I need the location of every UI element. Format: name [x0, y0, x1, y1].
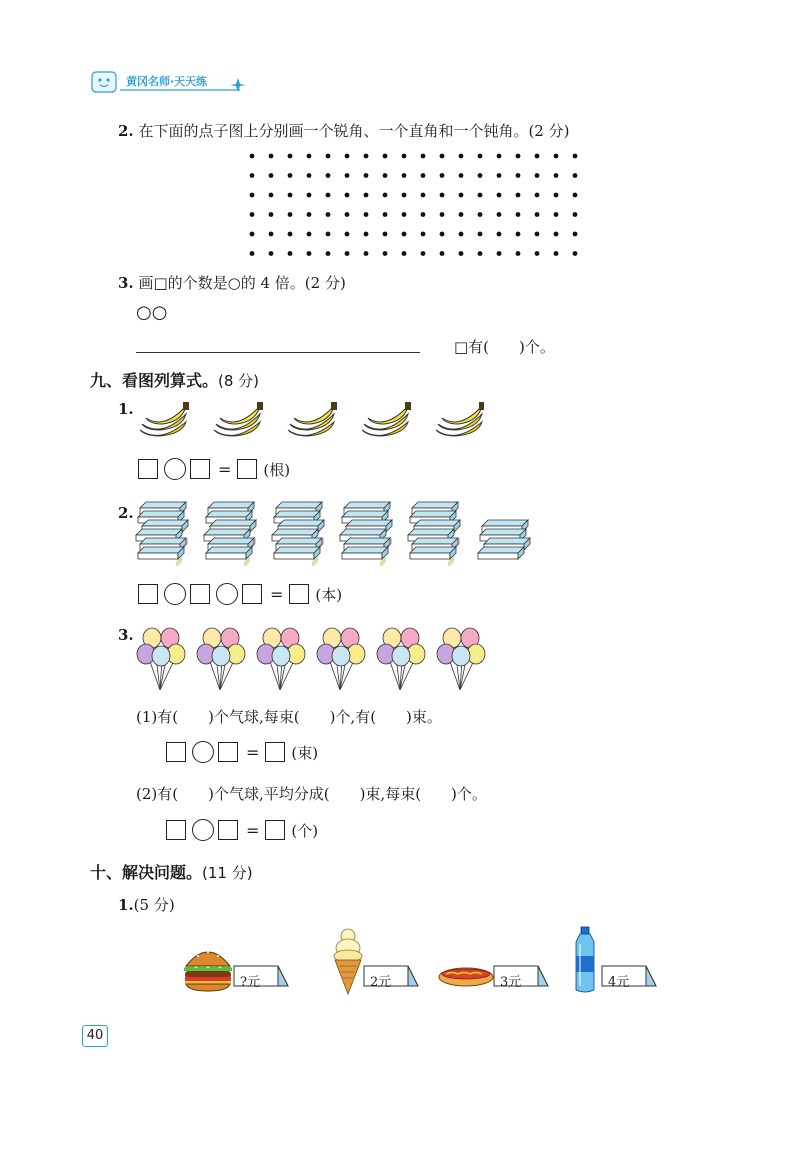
grid-dot	[516, 251, 521, 256]
equals-sign: =	[218, 459, 232, 479]
grid-dot	[421, 212, 426, 217]
grid-dot	[478, 251, 483, 256]
equation-row	[166, 741, 318, 763]
grid-dot	[478, 193, 483, 198]
grid-dot	[364, 212, 369, 217]
grid-dot	[269, 251, 274, 256]
book-stack	[408, 502, 460, 566]
grid-dot	[554, 232, 559, 237]
question-number: 3.	[118, 274, 134, 292]
grid-dot	[307, 193, 312, 198]
drawing-line[interactable]	[136, 352, 420, 353]
grid-dot	[288, 173, 293, 178]
grid-dot	[364, 193, 369, 198]
equation-row	[166, 819, 318, 841]
banana-bunch	[362, 402, 411, 436]
question-number: 1.	[118, 400, 134, 418]
grid-dot	[421, 232, 426, 237]
grid-dot	[383, 173, 388, 178]
equation-row	[138, 583, 342, 605]
grid-dot	[383, 212, 388, 217]
grid-dot	[288, 193, 293, 198]
grid-dot	[307, 251, 312, 256]
grid-dot	[383, 232, 388, 237]
book-stack	[272, 502, 324, 566]
balloon-bunch	[437, 628, 485, 690]
answer-box[interactable]	[166, 742, 186, 762]
section-score: (8 分)	[218, 372, 260, 390]
grid-dot	[516, 232, 521, 237]
header-logo	[90, 70, 250, 96]
book-stack	[204, 502, 256, 566]
unit-label: (束)	[291, 743, 319, 762]
water-bottle-icon	[572, 926, 598, 994]
grid-dot	[269, 193, 274, 198]
question-number: 3.	[118, 626, 134, 644]
grid-dot	[250, 212, 255, 217]
grid-dot	[573, 173, 578, 178]
grid-dot	[250, 173, 255, 178]
subquestion-1[interactable]: (1)有( )个气球,每束( )个,有( )束。	[136, 708, 442, 726]
grid-dot	[250, 154, 255, 159]
answer-box[interactable]	[289, 584, 309, 604]
section-title: 十、解决问题。	[90, 863, 203, 882]
grid-dot	[364, 251, 369, 256]
answer-box[interactable]	[265, 820, 285, 840]
grid-dot	[402, 251, 407, 256]
grid-dot	[535, 232, 540, 237]
ice-cream-icon	[330, 928, 366, 996]
answer-box[interactable]	[265, 742, 285, 762]
dot-grid[interactable]	[240, 148, 600, 264]
unit-label: (根)	[263, 460, 291, 479]
question-3	[118, 272, 346, 293]
grid-dot	[554, 173, 559, 178]
grid-dot	[345, 193, 350, 198]
grid-dot	[573, 251, 578, 256]
grid-dot	[326, 232, 331, 237]
section-title: 九、看图列算式。	[90, 371, 219, 390]
grid-dot	[459, 212, 464, 217]
operator-circle[interactable]	[192, 819, 214, 841]
header-brand: 黄冈名师·天天练	[126, 75, 208, 88]
banana-bunch	[288, 402, 337, 436]
grid-dot	[421, 193, 426, 198]
grid-dot	[421, 173, 426, 178]
balloon-bunch	[137, 628, 185, 690]
grid-dot	[478, 212, 483, 217]
grid-dot	[250, 251, 255, 256]
price-label: 3元	[500, 975, 522, 990]
grid-dot	[326, 173, 331, 178]
grid-dot	[573, 232, 578, 237]
price-label: 4元	[608, 975, 630, 990]
answer-box[interactable]	[190, 584, 210, 604]
grid-dot	[345, 251, 350, 256]
operator-circle[interactable]	[164, 583, 186, 605]
grid-dot	[554, 154, 559, 159]
equals-sign: =	[246, 820, 260, 840]
grid-dot	[250, 232, 255, 237]
grid-dot	[497, 154, 502, 159]
question-number: 2.	[118, 504, 134, 522]
grid-dot	[535, 154, 540, 159]
grid-dot	[440, 193, 445, 198]
grid-dot	[402, 173, 407, 178]
grid-dot	[535, 173, 540, 178]
grid-dot	[383, 251, 388, 256]
equals-sign: =	[246, 742, 260, 762]
question-2	[118, 120, 569, 141]
question-text: 画□的个数是○的 4 倍。(2 分)	[138, 274, 346, 292]
grid-dot	[364, 232, 369, 237]
grid-dot	[516, 154, 521, 159]
grid-dot	[554, 193, 559, 198]
grid-dot	[459, 193, 464, 198]
grid-dot	[326, 251, 331, 256]
grid-dot	[440, 232, 445, 237]
grid-dot	[250, 193, 255, 198]
grid-dot	[497, 232, 502, 237]
grid-dot	[288, 154, 293, 159]
section-9-heading	[90, 368, 259, 391]
grid-dot	[478, 173, 483, 178]
grid-dot	[307, 232, 312, 237]
grid-dot	[288, 212, 293, 217]
grid-dot	[573, 212, 578, 217]
unit-label: (个)	[291, 821, 319, 840]
answer-blank[interactable]: □有( )个。	[454, 338, 555, 356]
banana-bunch	[140, 402, 189, 436]
balloon-bunch	[317, 628, 365, 690]
grid-dot	[307, 212, 312, 217]
grid-dot	[402, 212, 407, 217]
grid-dot	[497, 251, 502, 256]
book-stack	[340, 502, 392, 566]
answer-box[interactable]	[237, 459, 257, 479]
grid-dot	[478, 232, 483, 237]
operator-circle[interactable]	[164, 458, 186, 480]
page-number: 40	[82, 1025, 108, 1047]
section-score: (11 分)	[202, 864, 253, 882]
question-number: 2.	[118, 122, 134, 140]
answer-box[interactable]	[138, 459, 158, 479]
circles-given: ○○	[136, 302, 168, 323]
grid-dot	[269, 232, 274, 237]
grid-dot	[440, 251, 445, 256]
grid-dot	[402, 193, 407, 198]
question-1	[118, 894, 175, 915]
balloon-bunch	[197, 628, 245, 690]
grid-dot	[345, 173, 350, 178]
grid-dot	[478, 154, 483, 159]
unit-label: (本)	[315, 585, 343, 604]
bananas-illustration	[134, 398, 484, 444]
grid-dot	[573, 193, 578, 198]
grid-dot	[288, 232, 293, 237]
grid-dot	[402, 154, 407, 159]
grid-dot	[497, 212, 502, 217]
grid-dot	[307, 173, 312, 178]
operator-circle[interactable]	[216, 583, 238, 605]
balloon-bunch	[377, 628, 425, 690]
answer-box[interactable]	[218, 742, 238, 762]
answer-box[interactable]	[218, 820, 238, 840]
grid-dot	[269, 212, 274, 217]
grid-dot	[516, 173, 521, 178]
grid-dot	[497, 193, 502, 198]
equation-row	[138, 458, 290, 480]
answer-box[interactable]	[166, 820, 186, 840]
grid-dot	[459, 232, 464, 237]
grid-dot	[345, 232, 350, 237]
grid-dot	[307, 154, 312, 159]
grid-dot	[440, 173, 445, 178]
grid-dot	[516, 212, 521, 217]
hamburger-icon	[182, 944, 234, 992]
equals-sign: =	[270, 584, 284, 604]
price-label: 2元	[370, 975, 392, 990]
banana-bunch	[214, 402, 263, 436]
grid-dot	[345, 154, 350, 159]
grid-dot	[440, 212, 445, 217]
grid-dot	[497, 173, 502, 178]
answer-box[interactable]	[242, 584, 262, 604]
grid-dot	[535, 193, 540, 198]
question-number: 1.	[118, 896, 134, 914]
grid-dot	[440, 154, 445, 159]
grid-dot	[421, 154, 426, 159]
answer-box[interactable]	[190, 459, 210, 479]
operator-circle[interactable]	[192, 741, 214, 763]
grid-dot	[459, 154, 464, 159]
grid-dot	[269, 173, 274, 178]
grid-dot	[288, 251, 293, 256]
grid-dot	[364, 173, 369, 178]
balloon-bunch	[257, 628, 305, 690]
grid-dot	[516, 193, 521, 198]
grid-dot	[326, 212, 331, 217]
price-label: ?元	[240, 975, 260, 990]
grid-dot	[554, 212, 559, 217]
answer-box[interactable]	[138, 584, 158, 604]
books-illustration	[134, 500, 534, 566]
grid-dot	[345, 212, 350, 217]
section-10-heading	[90, 860, 253, 883]
grid-dot	[383, 193, 388, 198]
hot-dog-icon	[438, 962, 494, 988]
grid-dot	[573, 154, 578, 159]
question-text: 在下面的点子图上分别画一个锐角、一个直角和一个钝角。(2 分)	[138, 122, 570, 140]
balloons-illustration	[134, 624, 494, 694]
grid-dot	[459, 251, 464, 256]
grid-dot	[459, 173, 464, 178]
grid-dot	[326, 193, 331, 198]
grid-dot	[535, 251, 540, 256]
grid-dot	[554, 251, 559, 256]
grid-dot	[326, 154, 331, 159]
book-stack	[136, 502, 188, 566]
grid-dot	[364, 154, 369, 159]
grid-dot	[269, 154, 274, 159]
question-score: (5 分)	[133, 896, 175, 914]
grid-dot	[535, 212, 540, 217]
grid-dot	[383, 154, 388, 159]
banana-bunch	[436, 402, 484, 436]
grid-dot	[421, 251, 426, 256]
subquestion-2[interactable]: (2)有( )个气球,平均分成( )束,每束( )个。	[136, 785, 487, 803]
grid-dot	[402, 232, 407, 237]
book-stack	[478, 520, 530, 559]
